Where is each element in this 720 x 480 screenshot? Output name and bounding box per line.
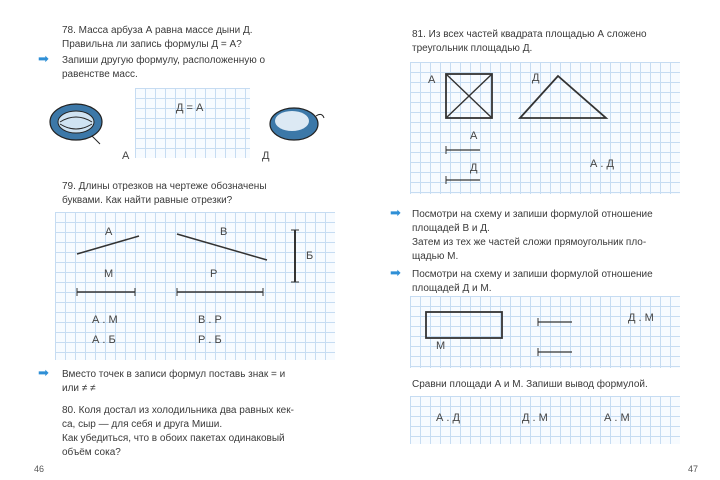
- note1-line4: щадью М.: [412, 251, 459, 262]
- ex80-line3: Как убедиться, что в обоих пакетах одинаковый: [62, 433, 285, 444]
- ex80-line2: са, сыр — для себя и друга Миши.: [62, 419, 223, 430]
- task-arrow-icon: ➡: [38, 51, 49, 66]
- segment-a-label: А: [105, 226, 113, 238]
- compare-text: Сравни площади А и М. Запиши вывод формулой.: [412, 379, 648, 390]
- segment-s-label: Б: [306, 250, 314, 262]
- ex78-line2: Правильна ли запись формулы Д = А?: [62, 39, 242, 50]
- ex78-grid: [135, 88, 250, 158]
- watermelon-label: А: [122, 150, 130, 162]
- square-triangle-drawing: [410, 62, 680, 194]
- ex80-line4: объём сока?: [62, 447, 121, 458]
- ex78-note1: Запиши другую формулу, расположенную о: [62, 55, 266, 66]
- ex79-note2: или ≠ ≠: [62, 383, 96, 394]
- ex78-formula: Д = А: [176, 102, 204, 114]
- pair-r-b: Р . Б: [198, 334, 222, 346]
- note1-line1: Посмотри на схему и запиши формулой отношение: [412, 209, 653, 220]
- ex81-formula: А . Д: [590, 158, 614, 170]
- ex81-line1: 81. Из всех частей квадрата площадью А сложено: [412, 29, 647, 40]
- right-page: [360, 0, 720, 480]
- watermelon-illustration: [48, 98, 108, 148]
- note2-line2: площадей Д и М.: [412, 283, 492, 294]
- segment-a: [77, 236, 139, 254]
- triangle-label: Д: [532, 72, 540, 84]
- ex79-line1: 79. Длины отрезков на чертеже обозначены: [62, 181, 267, 192]
- pair-a-b: А . Б: [92, 334, 116, 346]
- segment-r-label: Р: [210, 268, 218, 280]
- rectangle-shape: [426, 312, 502, 338]
- melon-label: Д: [262, 150, 270, 162]
- segment-m-label: М: [104, 268, 114, 280]
- answer-a-m: А . М: [604, 412, 630, 424]
- task-arrow-icon: ➡: [38, 365, 49, 380]
- note2-line1: Посмотри на схему и запиши формулой отношение: [412, 269, 653, 280]
- square-label: А: [428, 74, 436, 86]
- note1-line2: площадей В и Д.: [412, 223, 490, 234]
- page-number-right: 47: [687, 464, 698, 474]
- ex80-line1: 80. Коля достал из холодильника два равных кек-: [62, 405, 294, 416]
- rectangle-formula: Д . М: [628, 312, 654, 324]
- task-arrow-icon: ➡: [390, 205, 401, 220]
- answer-a-d: А . Д: [436, 412, 460, 424]
- rectangle-drawing: [410, 296, 680, 368]
- ex81-line2: треугольник площадью Д.: [412, 43, 533, 54]
- segment-a-label: А: [470, 130, 478, 142]
- ex79-note1: Вместо точек в записи формул поставь знак = и: [62, 369, 286, 380]
- ex79-line2: буквами. Как найти равные отрезки?: [62, 195, 233, 206]
- ex78-line1: 78. Масса арбуза А равна массе дыни Д.: [62, 25, 253, 36]
- pair-a-m: А . М: [92, 314, 118, 326]
- pair-b-r: В . Р: [198, 314, 222, 326]
- note1-line3: Затем из тех же частей сложи прямоугольник пло-: [412, 237, 647, 248]
- answer-d-m: Д . М: [522, 412, 548, 424]
- segment-d-label: Д: [470, 162, 478, 174]
- rectangle-label: М: [436, 340, 446, 352]
- page-number-left: 46: [34, 464, 45, 474]
- ex78-note2: равенстве масс.: [62, 69, 138, 80]
- melon-illustration: [268, 104, 328, 144]
- task-arrow-icon: ➡: [390, 265, 401, 280]
- segment-b-label: В: [220, 226, 228, 238]
